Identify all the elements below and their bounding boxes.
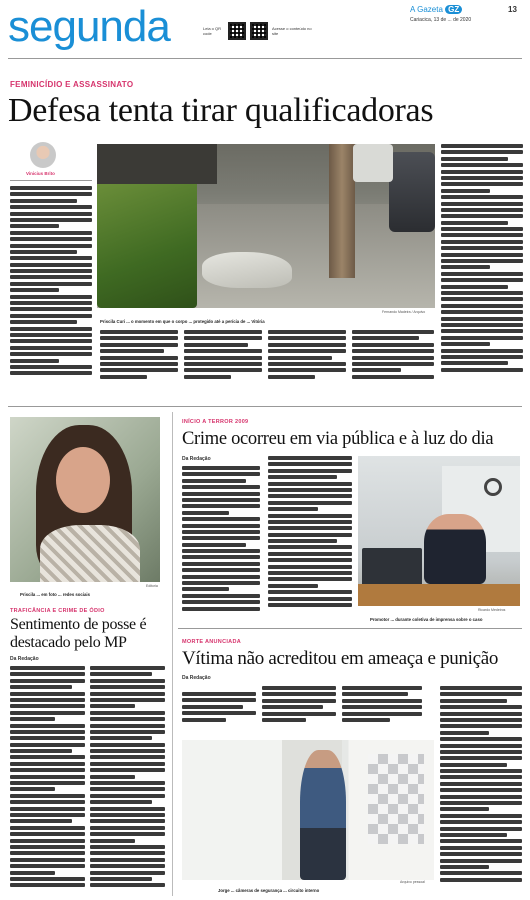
story2-photo-credit: Ricardo Medeiros [478, 608, 506, 612]
newspaper-name-text: A Gazeta [410, 5, 443, 14]
hedge [97, 180, 197, 308]
story1-column-4 [268, 330, 346, 392]
story3-byline: Da Redação [10, 656, 39, 662]
story3-photo-caption: Priscila ... em foto ... redes sociais [20, 592, 90, 597]
story1-photo-crime-scene[interactable] [97, 144, 435, 308]
man-standing [300, 750, 346, 880]
face [56, 447, 110, 513]
story1-column-3 [184, 330, 262, 392]
story1-photo-credit: Fernando Madeira / Arquivo [382, 310, 426, 314]
story1-kicker: FEMINICÍDIO E ASSASSINATO [10, 80, 134, 89]
laptop [362, 548, 422, 588]
story2-column-2 [268, 456, 352, 616]
logo-circle [484, 478, 502, 496]
parked-car [389, 152, 435, 232]
white-car [353, 144, 393, 182]
story1-photo-caption: Priscila Curi ... o momento em que o corpo ... protegido até a perícia de ... Vitória [100, 319, 265, 324]
story3-photo-victim[interactable] [10, 417, 160, 582]
building-wall [97, 144, 217, 184]
story3-column-1 [10, 666, 85, 894]
story4-column-4 [440, 686, 522, 892]
qr-code-icon[interactable] [250, 22, 268, 40]
edition-date: Cariacica, 13 de ... de 2020 [410, 17, 472, 23]
story4-photo-security-camera[interactable] [182, 740, 434, 880]
story2-column-1 [182, 466, 260, 616]
masthead-divider [8, 58, 522, 59]
masthead [0, 0, 530, 58]
story3-kicker: TRAFICÂNCIA E CRIME DE ÓDIO [10, 608, 105, 614]
story1-column-2 [100, 330, 178, 392]
story4-headline[interactable]: Vítima não acreditou em ameaça e punição [182, 648, 499, 669]
columnist-name: Vinicius Brito [26, 171, 55, 176]
story2-photo-press-conference[interactable] [358, 456, 520, 606]
story4-column-1 [182, 692, 256, 728]
columnist-avatar [30, 142, 56, 168]
story4-photo-caption: Jorge ... câmeras de segurança ... circuito interno [218, 888, 320, 893]
story2-photo-caption: Promotor ... durante coletiva de imprensa sobre o caso [370, 617, 483, 622]
section-divider-1 [8, 406, 522, 407]
story2-kicker: INÍCIO A TERROR 2009 [182, 419, 249, 425]
desk [358, 584, 520, 606]
section-divider-2 [178, 628, 522, 629]
qr-label-left: Leia o QR code [203, 26, 222, 36]
story3-headline[interactable]: Sentimento de posse é destacado pelo MP [10, 616, 147, 651]
page-number: 13 [508, 5, 517, 14]
section-title: segunda [8, 2, 170, 51]
tree-trunk [329, 144, 355, 278]
story1-qr-icon[interactable] [505, 382, 521, 398]
story3-column-2 [90, 666, 165, 894]
covered-body [202, 252, 292, 288]
blouse [40, 525, 140, 582]
story2-byline: Da Redação [182, 456, 211, 462]
story2-headline[interactable]: Crime ocorreu em via pública e à luz do dia [182, 429, 494, 449]
story1-column-right [441, 144, 523, 380]
story4-kicker: MORTE ANUNCIADA [182, 639, 241, 645]
story4-column-3 [342, 686, 422, 728]
story1-column-5 [352, 330, 434, 392]
column-divider [172, 412, 173, 896]
speaker [424, 514, 486, 584]
story1-headline[interactable]: Defesa tenta tirar qualificadoras [8, 92, 434, 129]
story4-column-2 [262, 686, 336, 728]
qr-label-right: Acesse o conteúdo no site [272, 26, 312, 36]
newspaper-logo-badge: GZ [445, 5, 462, 14]
story1-column-1 [10, 186, 92, 386]
columnist-rule [10, 180, 92, 181]
story3-photo-credit: Editoria [146, 584, 158, 588]
qr-code-icon[interactable] [228, 22, 246, 40]
story4-byline: Da Redação [182, 675, 211, 681]
newspaper-name [410, 5, 462, 14]
story4-photo-credit: Arquivo pessoal [400, 880, 425, 884]
wall-tiles [368, 754, 424, 844]
